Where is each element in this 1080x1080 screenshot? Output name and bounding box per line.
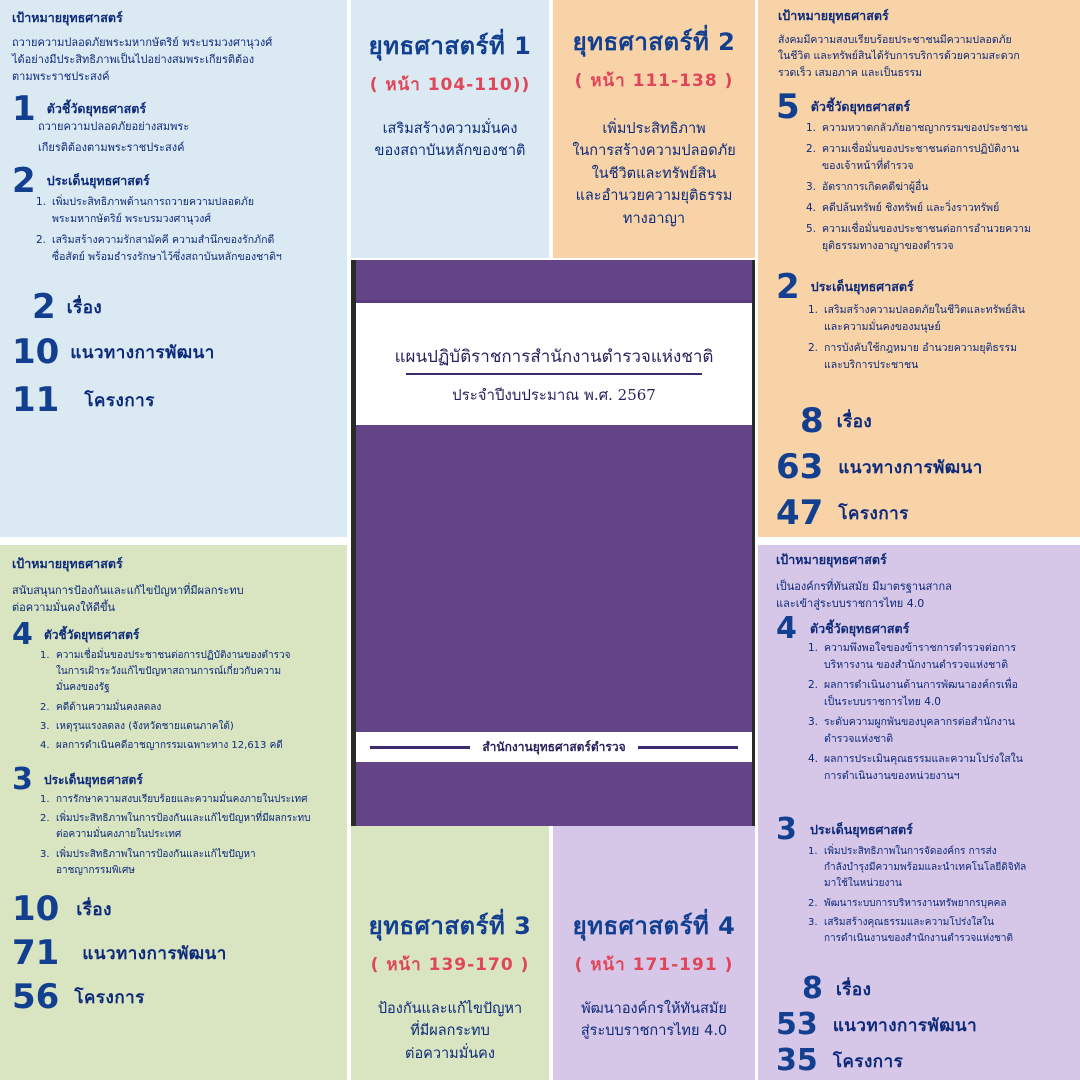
strategy2-goal (778, 6, 1074, 81)
list-item: 1. ความหวาดกลัวภัยอาชญากรรมของประชาชน (806, 122, 1028, 134)
strategy4-issue-header: ประเด็นยุทธศาสตร์ (809, 822, 913, 837)
list-item: 1. เพิ่มประสิทธิภาพด้านการถวายความปลอดภัย พระมหากษัตริย์ พระบรมวงศานุวงศ์ (36, 196, 254, 225)
strategy1-indicator-count: 1 (12, 89, 36, 129)
strategy1-guidelines-count: 10 (12, 332, 60, 372)
strategy2-goal-line-1: สังคมมีความสงบเรียบร้อยประชาชนมีความปลอดภัย (778, 34, 1012, 46)
strategy3-topics (12, 889, 112, 929)
strategy2-indicator-list (806, 120, 1076, 255)
strategy1-guidelines-label: แนวทางการพัฒนา (70, 342, 215, 363)
strategy1-topics-label: เรื่อง (66, 297, 103, 318)
strategy1-topics-count: 2 (32, 287, 56, 327)
strategy2-topics-label: เรื่อง (836, 411, 873, 432)
list-item: 2. เพิ่มประสิทธิภาพในการป้องกันและแก้ไขปัญหาที่มีผลกระทบ ต่อความมั่นคงภายในประเทศ (40, 813, 311, 841)
strategy2-desc-2: ในการสร้างความปลอดภัย (572, 143, 736, 160)
strategy3-desc-3: ต่อความมั่นคง (405, 1045, 495, 1062)
strategy4-topics-label: เรื่อง (835, 979, 872, 1000)
strategy3-guidelines-count: 71 (12, 933, 60, 973)
strategy2-desc-4: และอำนวยความยุติธรรม (575, 188, 733, 205)
strategy3-guidelines-label: แนวทางการพัฒนา (82, 943, 227, 964)
strategy3-goal-header: เป้าหมายยุทธศาสตร์ (12, 556, 123, 571)
list-item: 2. คดีด้านความมั่นคงลดลง (40, 701, 162, 713)
strategy3-indicators (12, 617, 140, 652)
strategy1-issue-header: ประเด็นยุทธศาสตร์ (46, 173, 150, 188)
strategy1-projects-count: 11 (12, 380, 60, 420)
strategy3-projects (12, 977, 145, 1017)
strategy4-guidelines-label: แนวทางการพัฒนา (832, 1015, 978, 1036)
strategy3-guidelines (12, 933, 227, 973)
strategy4-goal-line-2: และเข้าสู่ระบบราชการไทย 4.0 (776, 597, 925, 611)
strategy1-indicator-line-2: เกียรติต้องตามพระราชประสงค์ (38, 141, 185, 155)
strategy2-title-block (553, 22, 755, 230)
list-item: 3. เสริมสร้างคุณธรรมและความโปร่งใสใน การดำเนินงานของสำนักงานตำรวจแห่งชาติ (808, 916, 1014, 944)
strategy3-goal-line-1: สนับสนุนการป้องกันและแก้ไขปัญหาที่มีผลกระทบ (12, 584, 244, 597)
strategy3-issue-header: ประเด็นยุทธศาสตร์ (43, 772, 143, 787)
book-footer-band (356, 732, 752, 762)
strategy2-issue-list (808, 302, 1076, 374)
list-item: 4. ผลการดำเนินคดีอาชญากรรมเฉพาะทาง 12,613 คดี (40, 739, 283, 751)
strategy4-projects (776, 1043, 904, 1078)
strategy4-desc-1: พัฒนาองค์กรให้ทันสมัย (581, 1001, 727, 1017)
strategy2-projects (776, 493, 909, 533)
strategy1-goal-line-3: ตามพระราชประสงค์ (12, 70, 110, 84)
strategy2-projects-label: โครงการ (838, 503, 909, 524)
strategy2-desc-1: เพิ่มประสิทธิภาพ (602, 121, 706, 137)
strategy3-issue-count: 3 (12, 762, 33, 797)
list-item: 1. ความเชื่อมั่นของประชาชนต่อการปฏิบัติงานของตำรวจ ในการเฝ้าระวังแก้ไขปัญหาสถานการณ์เกี่ยวกับความ มั่นคงของรัฐ (40, 650, 291, 694)
strategy1-issues (12, 161, 150, 201)
strategy2-indicator-header: ตัวชี้วัดยุทธศาสตร์ (810, 99, 911, 114)
strategy3-desc-2: ที่มีผลกระทบ (410, 1023, 490, 1040)
strategy4-goal-header: เป้าหมายยุทธศาสตร์ (776, 552, 887, 567)
strategy3-goal-line-2: ต่อความมั่นคงให้ดีขึ้น (12, 601, 116, 615)
strategy3-indicator-count: 4 (12, 617, 33, 652)
strategy2-indicators (776, 87, 911, 127)
strategy4-goal (776, 550, 1076, 612)
strategy1-desc-2: ของสถาบันหลักของชาติ (374, 143, 526, 160)
strategy1-title-block (351, 26, 549, 163)
strategy1-issue-list (36, 194, 342, 266)
strategy4-indicator-count: 4 (776, 611, 797, 646)
strategy1-goal-line-2: ได้อย่างมีประสิทธิภาพเป็นไปอย่างสมพระเกียรติต้อง (12, 53, 255, 67)
strategy2-goal-line-2: ในชีวิต และทรัพย์สินได้รับการบริการด้วยความสะดวก (778, 50, 1020, 63)
strategy1-guidelines (12, 332, 215, 372)
book-title-band (356, 300, 752, 425)
list-item: 1. การรักษาความสงบเรียบร้อยและความมั่นคงภายในประเทศ (40, 794, 308, 805)
strategy1-indicator-line-1: ถวายความปลอดภัยอย่างสมพระ (38, 120, 190, 133)
list-item: 2. ผลการดำเนินงานด้านการพัฒนาองค์กรเพื่อ เป็นระบบราชการไทย 4.0 (808, 679, 1018, 708)
list-item: 2. การบังคับใช้กฎหมาย อำนวยความยุติธรรม และบริการประชาชน (808, 342, 1018, 371)
strategy4-topics-count: 8 (802, 971, 823, 1006)
book-footer-rule-right (638, 746, 738, 749)
strategy2-goal-header: เป้าหมายยุทธศาสตร์ (778, 8, 889, 23)
strategy1-desc-1: เสริมสร้างความมั่นคง (382, 121, 518, 137)
strategy2-desc-5: ทางอาญา (622, 210, 686, 227)
list-item: 3. เพิ่มประสิทธิภาพในการป้องกันและแก้ไขปัญหา อาชญากรรมพิเศษ (40, 848, 256, 876)
list-item: 3. อัตราการเกิดคดีฆ่าผู้อื่น (806, 181, 929, 193)
strategy4-issue-list (808, 844, 1078, 947)
strategy2-guidelines-label: แนวทางการพัฒนา (838, 457, 983, 478)
strategy2-issue-count: 2 (776, 267, 800, 307)
strategy3-projects-label: โครงการ (74, 987, 145, 1008)
strategy4-issue-count: 3 (776, 812, 797, 847)
strategy3-issue-list (40, 792, 346, 879)
strategy4-guidelines-count: 53 (776, 1007, 818, 1042)
list-item: 2. พัฒนาระบบการบริหารงานทรัพยากรบุคคล (808, 897, 1007, 909)
list-item: 1. เพิ่มประสิทธิภาพในการจัดองค์กร การส่ง กำลังบำรุงมีความพร้อมและนำเทคโนโลยีดิจิทัล มาใช้ในหน่วยงาน (808, 846, 1027, 890)
strategy4-issues (776, 812, 913, 847)
strategy2-projects-count: 47 (776, 493, 824, 533)
strategy2-indicator-count: 5 (776, 87, 800, 127)
strategy1-goal-header: เป้าหมายยุทธศาสตร์ (12, 10, 123, 25)
strategy2-guidelines (776, 447, 983, 487)
strategy4-title: ยุทธศาสตร์ที่ 4 (572, 912, 736, 940)
strategy4-projects-count: 35 (776, 1043, 818, 1078)
book-subtitle: ประจำปีงบประมาณ พ.ศ. 2567 (452, 386, 656, 404)
strategy4-guidelines (776, 1007, 978, 1042)
strategy1-pages: ( หน้า 104-110)) (369, 75, 531, 95)
list-item: 4. คดีปล้นทรัพย์ ชิงทรัพย์ และวิ่งราวทรัพย์ (806, 202, 1000, 214)
list-item: 3. ระดับความผูกพันของบุคลากรต่อสำนักงาน ตำรวจแห่งชาติ (808, 716, 1015, 745)
strategy3-title-block (351, 906, 549, 1065)
book-footer: สำนักงานยุทธศาสตร์ตำรวจ (482, 740, 626, 754)
strategy4-desc-2: สู่ระบบราชการไทย 4.0 (580, 1023, 728, 1040)
strategy4-indicator-list (808, 640, 1078, 785)
strategy4-title-block (553, 906, 755, 1043)
strategy3-issues (12, 762, 143, 797)
strategy1-goal (12, 8, 342, 85)
strategy4-pages: ( หน้า 171-191 ) (574, 955, 734, 975)
book-cover (351, 260, 755, 826)
list-item: 1. ความพึงพอใจของข้าราชการตำรวจต่อการ บริหารงาน ของสำนักงานตำรวจแห่งชาติ (808, 642, 1016, 671)
strategy4-indicator-header: ตัวชี้วัดยุทธศาสตร์ (809, 621, 910, 636)
strategy2-title: ยุทธศาสตร์ที่ 2 (572, 28, 736, 56)
book-title-rule (406, 373, 702, 375)
strategy1-issue-count: 2 (12, 161, 36, 201)
list-item: 1. เสริมสร้างความปลอดภัยในชีวิตและทรัพย์สิน และความมั่นคงของมนุษย์ (808, 304, 1025, 333)
strategy3-pages: ( หน้า 139-170 ) (370, 955, 530, 975)
strategy2-issue-header: ประเด็นยุทธศาสตร์ (810, 279, 914, 294)
strategy2-goal-line-3: รวดเร็ว เสมอภาค และเป็นธรรม (778, 66, 923, 79)
strategy1-projects (12, 380, 155, 420)
strategy1-projects-label: โครงการ (84, 390, 155, 411)
strategy2-desc-3: ในชีวิตและทรัพย์สิน (591, 165, 717, 182)
list-item: 2. เสริมสร้างความรักสามัคคี ความสำนึกของรักภักดี ซื่อสัตย์ พร้อมธำรงรักษาไว้ซึ่งสถาบันหลักของชาติฯ (36, 234, 282, 263)
strategy4-projects-label: โครงการ (832, 1051, 904, 1072)
strategy1-goal-line-1: ถวายความปลอดภัยพระมหากษัตริย์ พระบรมวงศานุวงศ์ (12, 36, 273, 49)
strategy4-goal-line-1: เป็นองค์กรที่ทันสมัย มีมาตรฐานสากล (776, 580, 952, 593)
strategy3-topics-label: เรื่อง (76, 899, 112, 920)
strategy3-desc-1: ป้องกันและแก้ไขปัญหา (377, 1001, 523, 1017)
strategy2-guidelines-count: 63 (776, 447, 824, 487)
strategy3-topics-count: 10 (12, 889, 60, 929)
strategy1-title: ยุทธศาสตร์ที่ 1 (368, 32, 532, 60)
strategy3-indicator-list (40, 648, 346, 754)
strategy4-topics (802, 971, 872, 1006)
strategy1-topics (32, 287, 103, 327)
strategy3-title: ยุทธศาสตร์ที่ 3 (368, 912, 532, 940)
list-item: 4. ผลการประเมินคุณธรรมและความโปร่งใสใน การดำเนินงานของหน่วยงานฯ (808, 753, 1023, 782)
strategy3-projects-count: 56 (12, 977, 60, 1017)
strategy2-pages: ( หน้า 111-138 ) (574, 71, 734, 91)
list-item: 5. ความเชื่อมั่นของประชาชนต่อการอำนวยความ ยุติธรรมทางอาญาของตำรวจ (806, 223, 1031, 252)
list-item: 2. ความเชื่อมั่นของประชาชนต่อการปฏิบัติงาน ของเจ้าหน้าที่ตำรวจ (806, 143, 1020, 172)
strategy1-indicator-text (38, 118, 338, 156)
strategy2-topics (800, 401, 873, 441)
strategy2-issues (776, 267, 914, 307)
list-item: 3. เหตุรุนแรงลดลง (จังหวัดชายแดนภาคใต้) (40, 720, 234, 732)
strategy2-topics-count: 8 (800, 401, 824, 441)
book-title: แผนปฏิบัติราชการสำนักงานตำรวจแห่งชาติ (394, 347, 714, 367)
strategy3-indicator-header: ตัวชี้วัดยุทธศาสตร์ (43, 627, 140, 642)
strategy1-indicator-header: ตัวชี้วัดยุทธศาสตร์ (46, 101, 147, 116)
strategy3-goal (12, 554, 342, 616)
